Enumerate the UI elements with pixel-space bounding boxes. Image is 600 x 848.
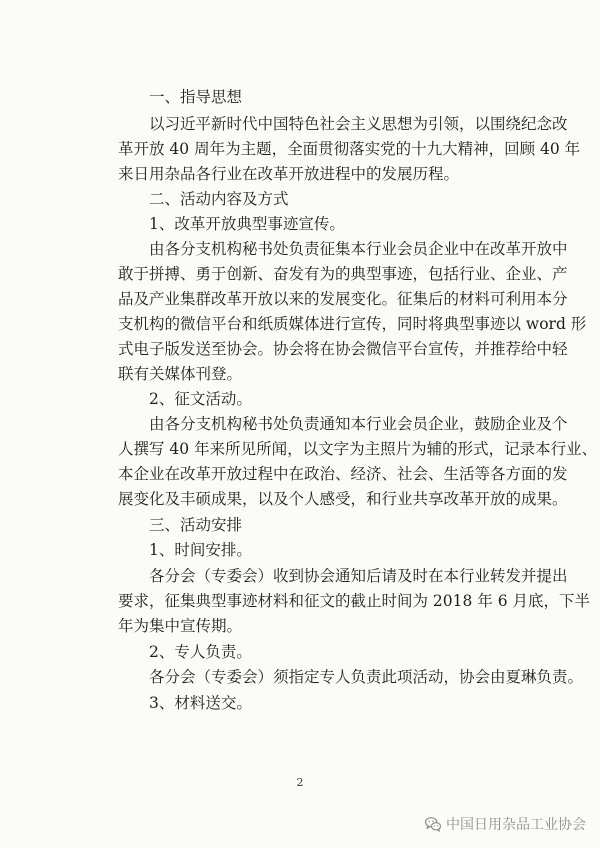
paragraph-line: 革开放 40 周年为主题，全面贯彻落实党的十九大精神，回顾 40 年	[118, 140, 581, 158]
paragraph-line: 本企业在改革开放过程中在政治、经济、社会、生活等各方面的发	[118, 465, 568, 483]
page-number: 2	[296, 776, 304, 789]
paragraph-line: 由各分支机构秘书处负责通知本行业会员企业，鼓励企业及个	[149, 415, 568, 433]
subheading-reform-stories: 1、改革开放典型事迹宣传。	[149, 215, 345, 233]
section-heading-arrangement: 三、活动安排	[149, 516, 243, 534]
watermark-text: 中国日用杂品工业协会	[446, 817, 586, 833]
paragraph-line: 支机构的微信平台和纸质媒体进行宣传，同时将典型事迹以 word 形	[118, 315, 587, 333]
subheading-schedule: 1、时间安排。	[149, 541, 252, 559]
paragraph-line: 人撰写 40 年来所见所闻，以文字为主照片为辅的形式，记录本行业、	[118, 440, 598, 458]
paragraph-line: 敢于拼搏、勇于创新、奋发有为的典型事迹，包括行业、企业、产	[118, 265, 568, 283]
section-heading-activities: 二、活动内容及方式	[149, 190, 289, 208]
wechat-watermark	[424, 814, 586, 834]
paragraph-line: 式电子版发送至协会。协会将在协会微信平台宣传，并推荐给中轻	[118, 340, 568, 358]
paragraph-line: 由各分支机构秘书处负责征集本行业会员企业中在改革开放中	[149, 240, 568, 258]
paragraph-line: 年为集中宣传期。	[118, 617, 243, 635]
subheading-essay: 2、征文活动。	[149, 390, 252, 408]
paragraph-line: 来日用杂品各行业在改革开放进程中的发展历程。	[118, 165, 460, 183]
paragraph-line: 品及产业集群改革开放以来的发展变化。征集后的材料可利用本分	[118, 290, 568, 308]
wechat-icon	[424, 815, 442, 833]
section-heading-guiding-thought: 一、指导思想	[149, 88, 243, 106]
paragraph-line: 展变化及丰硕成果，以及个人感受，和行业共享改革开放的成果。	[118, 490, 568, 508]
paragraph-line: 联有关媒体刊登。	[118, 365, 243, 383]
subheading-submission: 3、材料送交。	[149, 694, 252, 712]
subheading-responsible-person: 2、专人负责。	[149, 643, 252, 661]
paragraph-line: 以习近平新时代中国特色社会主义思想为引领，以围绕纪念改	[149, 115, 568, 133]
paragraph-line: 要求，征集典型事迹材料和征文的截止时间为 2018 年 6 月底，下半	[118, 592, 591, 610]
paragraph-line: 各分会（专委会）收到协会通知后请及时在本行业转发并提出	[149, 567, 568, 585]
paragraph-line: 各分会（专委会）须指定专人负责此项活动，协会由夏琳负责。	[149, 668, 584, 686]
